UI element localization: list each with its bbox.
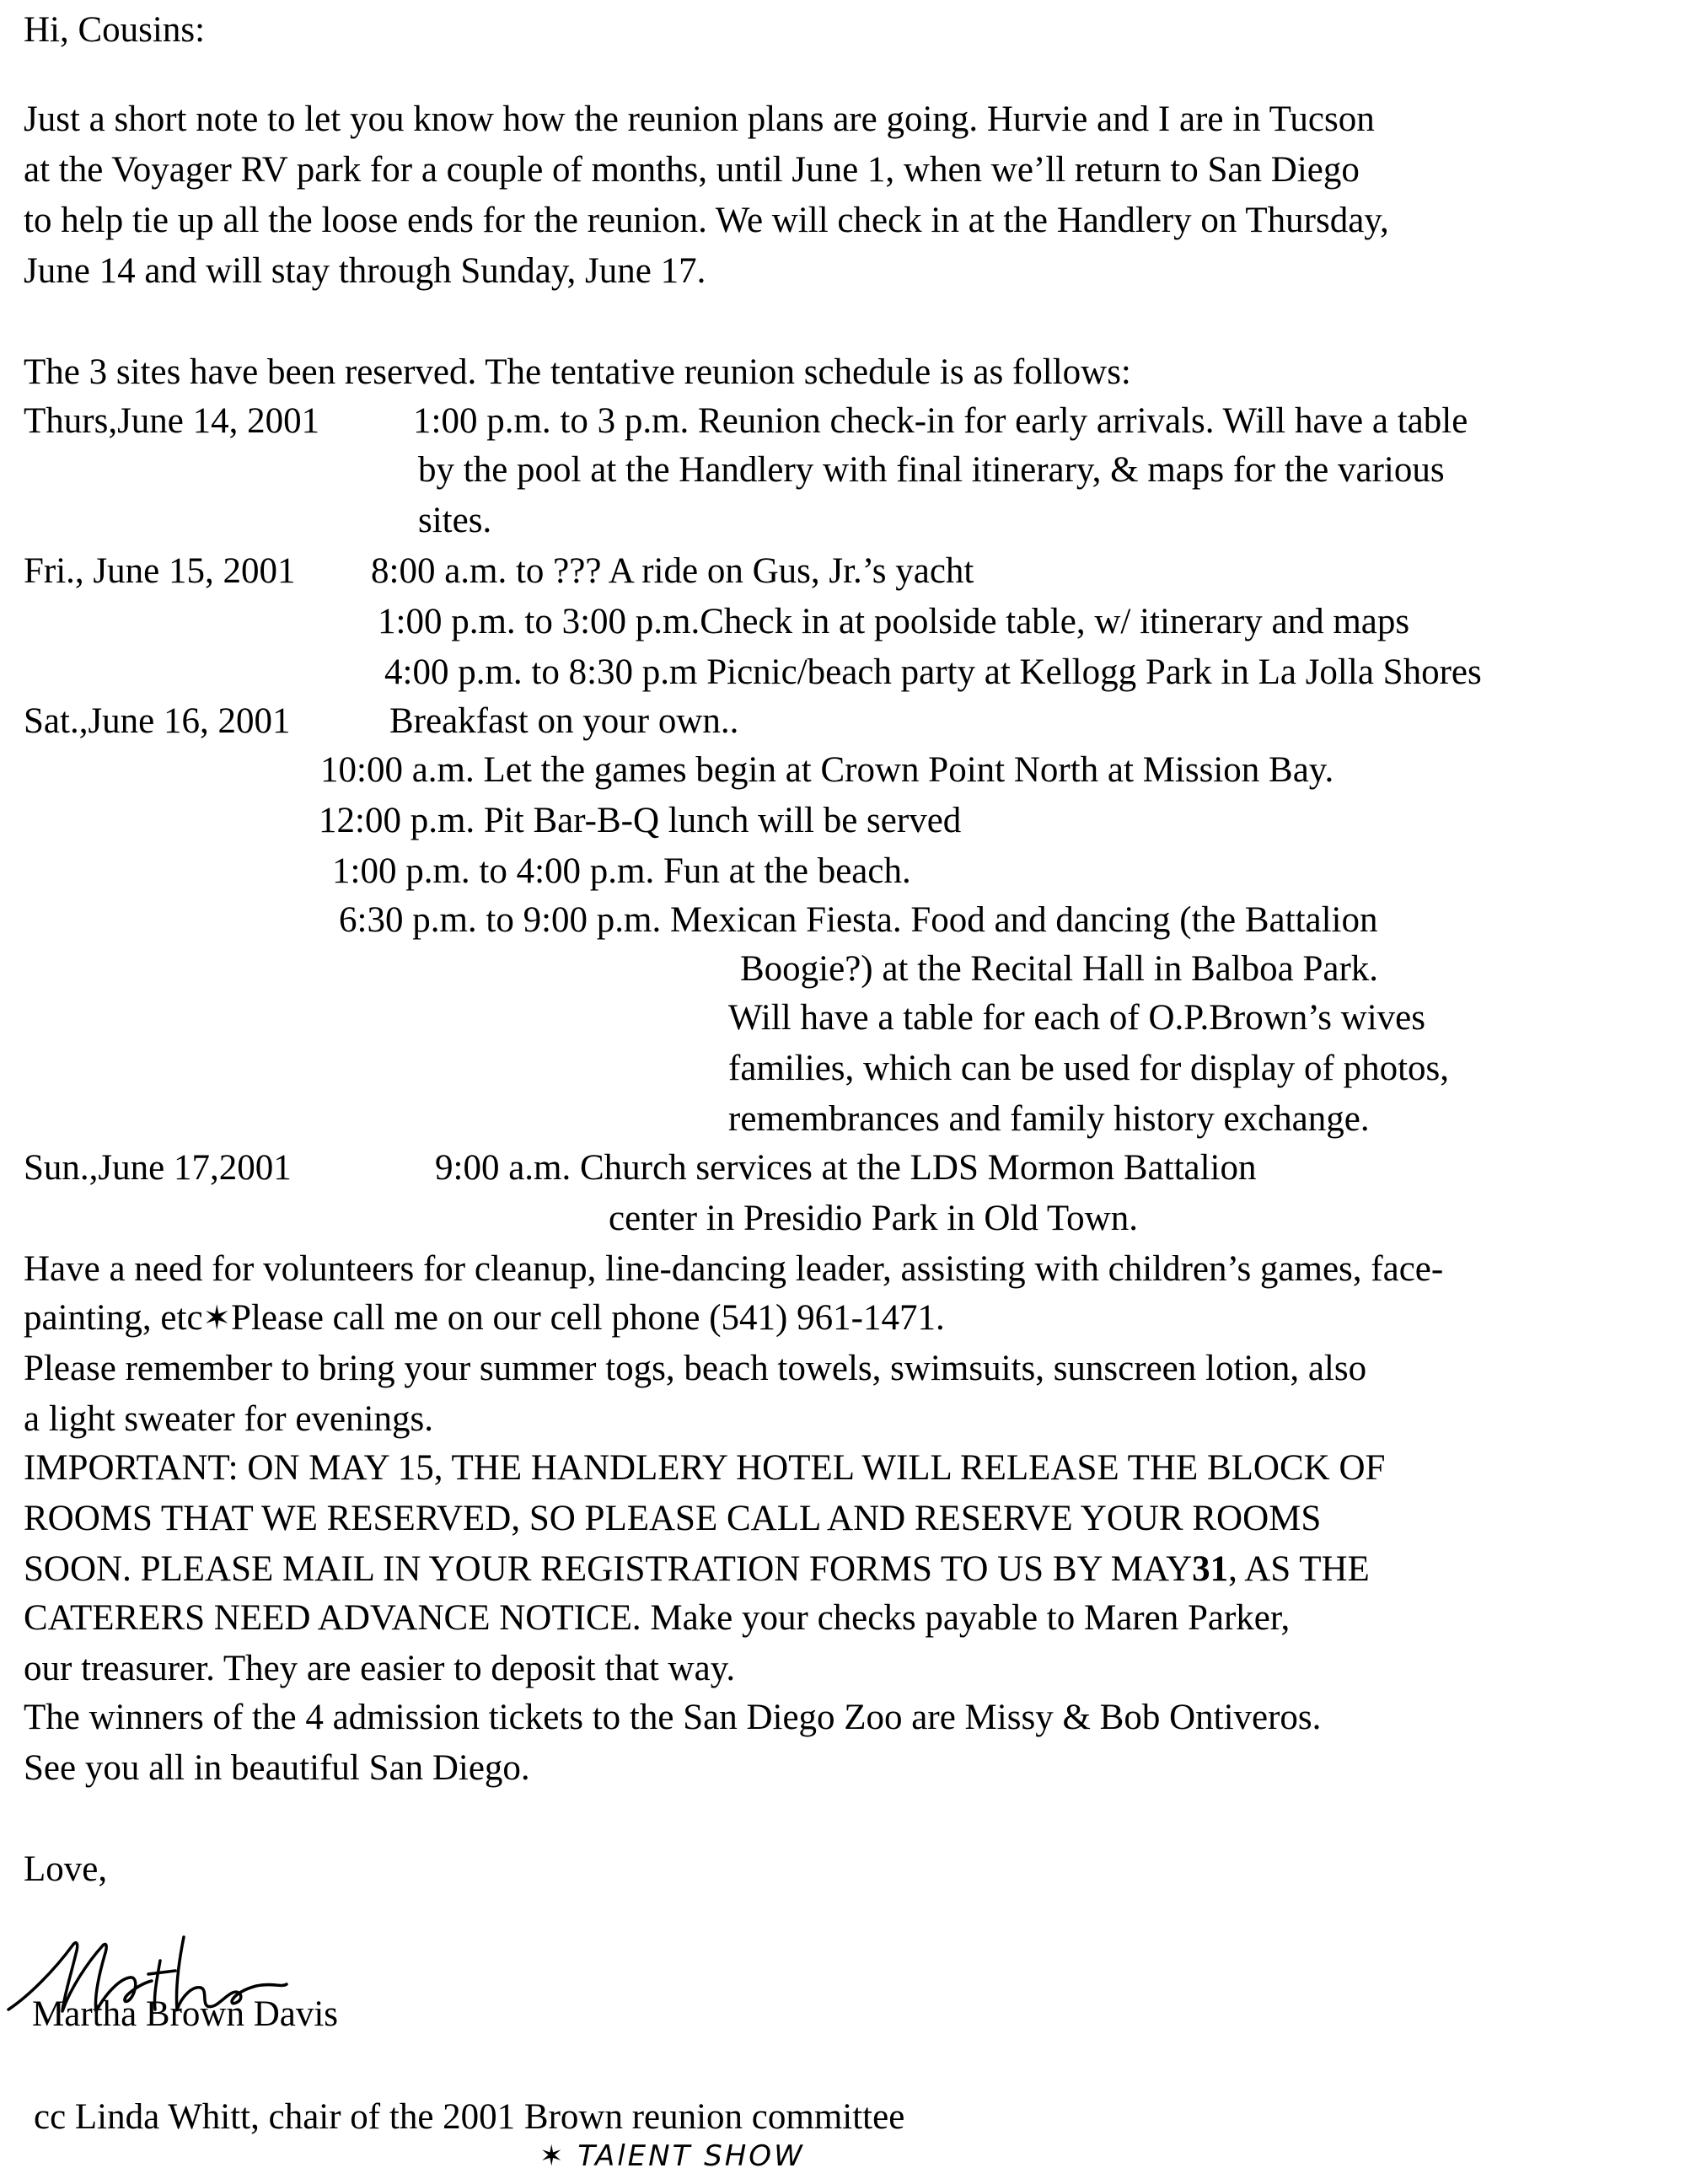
closing-line: The winners of the 4 admission tickets to the San Diego Zoo are Missy & Bob Ontiveros. [24,1698,1322,1737]
handwritten-date: 31 [1192,1549,1229,1589]
schedule-item: 10:00 a.m. Let the games begin at Crown Point North at Mission Bay. [320,750,1334,790]
closing-line: Have a need for volunteers for cleanup, line-dancing leader, assisting with children’s games, face- [24,1249,1444,1289]
closing-line: IMPORTANT: ON MAY 15, THE HANDLERY HOTEL WILL RELEASE THE BLOCK OF [24,1448,1386,1488]
signoff: Love, [24,1849,108,1889]
closing-line: See you all in beautiful San Diego. [24,1748,530,1788]
closing-line [24,1300,945,1336]
schedule-item: 8:00 a.m. to ??? A ride on Gus, Jr.’s yacht [371,551,974,591]
intro-line: Just a short note to let you know how the reunion plans are going. Hurvie and I are in Tucson [24,99,1375,139]
schedule-intro: The 3 sites have been reserved. The tentative reunion schedule is as follows: [24,352,1131,392]
closing-line: CATERERS NEED ADVANCE NOTICE. Make your checks payable to Maren Parker, [24,1598,1291,1638]
schedule-item: 6:30 p.m. to 9:00 p.m. Mexican Fiesta. Food and dancing (the Battalion [339,900,1378,940]
schedule-item: sites. [418,501,492,540]
closing-text: , AS THE [1228,1549,1370,1589]
closing-line: our treasurer. They are easier to deposit that way. [24,1649,736,1688]
closing-text: Please call me on our cell phone (541) 961-1471. [231,1298,945,1338]
schedule-item: 1:00 p.m. to 4:00 p.m. Fun at the beach. [332,851,911,891]
intro-line: to help tie up all the loose ends for the reunion. We will check in at the Handlery on Thursday, [24,201,1389,240]
schedule-item: 9:00 a.m. Church services at the LDS Mormon Battalion [435,1148,1257,1188]
schedule-item: 1:00 p.m. to 3:00 p.m.Check in at poolside table, w/ itinerary and maps [378,602,1410,641]
intro-line: at the Voyager RV park for a couple of months, until June 1, when we’ll return to San Diego [24,150,1360,190]
closing-line: ROOMS THAT WE RESERVED, SO PLEASE CALL AND RESERVE YOUR ROOMS [24,1499,1322,1538]
handwritten-star-icon: ✶ [539,2139,566,2173]
schedule-item: by the pool at the Handlery with final itinerary, & maps for the various [418,450,1445,490]
closing-line: a light sweater for evenings. [24,1399,433,1439]
closing-line [24,1551,1370,1587]
cc-line: cc Linda Whitt, chair of the 2001 Brown reunion committee [34,2097,905,2137]
schedule-date-friday: Fri., June 15, 2001 [24,551,296,591]
schedule-item: Will have a table for each of O.P.Brown’s wives [728,998,1425,1038]
signature-name: Martha Brown Davis [32,1994,339,2034]
schedule-item: Breakfast on your own.. [389,701,739,741]
greeting: Hi, Cousins: [24,10,206,50]
closing-text: SOON. PLEASE MAIL IN YOUR REGISTRATION FORMS TO US BY MAY [24,1549,1193,1589]
closing-line: Please remember to bring your summer togs, beach towels, swimsuits, sunscreen lotion, also [24,1349,1367,1388]
schedule-date-saturday: Sat.,June 16, 2001 [24,701,291,741]
schedule-date-thursday: Thurs,June 14, 2001 [24,401,320,441]
schedule-date-sunday: Sun.,June 17,2001 [24,1148,292,1188]
handwritten-note [539,2139,805,2173]
handwritten-star-icon: ✶ [202,1299,232,1338]
handwritten-note-text: TAlENT SHOW [577,2139,805,2173]
schedule-item: 1:00 p.m. to 3 p.m. Reunion check-in for early arrivals. Will have a table [413,401,1468,441]
schedule-item: Boogie?) at the Recital Hall in Balboa Park. [740,949,1379,989]
schedule-item: 4:00 p.m. to 8:30 p.m Picnic/beach party at Kellogg Park in La Jolla Shores [384,652,1482,692]
schedule-item: remembrances and family history exchange. [728,1099,1370,1139]
schedule-item: families, which can be used for display of photos, [728,1049,1450,1088]
closing-text: painting, etc [24,1298,203,1338]
intro-line: June 14 and will stay through Sunday, June 17. [24,251,706,291]
schedule-item: 12:00 p.m. Pit Bar-B-Q lunch will be served [319,801,962,840]
schedule-item: center in Presidio Park in Old Town. [609,1199,1138,1238]
